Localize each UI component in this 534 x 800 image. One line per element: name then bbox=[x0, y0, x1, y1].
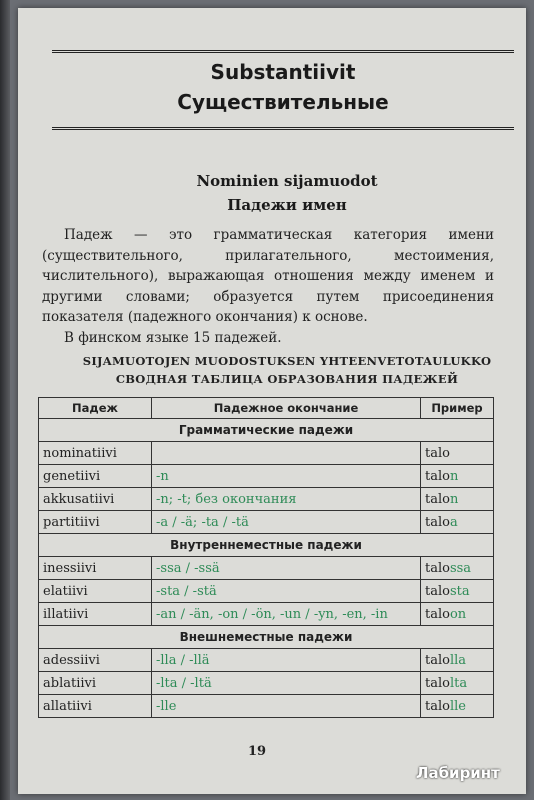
section-title-fi: Nominien sijamuodot bbox=[196, 172, 378, 190]
ending-text: -lta / -ltä bbox=[156, 675, 212, 691]
body-text bbox=[42, 225, 494, 348]
case-example bbox=[421, 511, 494, 534]
ending-text: -a / -ä; -ta / -tä bbox=[156, 514, 249, 530]
case-ending bbox=[152, 695, 421, 718]
table-group-row bbox=[39, 626, 494, 649]
chapter-header bbox=[52, 50, 514, 134]
case-ending bbox=[152, 465, 421, 488]
case-name: partitiivi bbox=[39, 511, 152, 534]
example-stem: talo bbox=[425, 606, 450, 622]
example-stem: talo bbox=[425, 514, 450, 530]
example-ending: n bbox=[449, 491, 459, 507]
table-row bbox=[39, 557, 494, 580]
header-bottom-rule bbox=[52, 127, 514, 134]
example-ending: a bbox=[449, 514, 458, 530]
case-name: ablatiivi bbox=[39, 672, 152, 695]
case-name: genetiivi bbox=[39, 465, 152, 488]
case-example bbox=[421, 557, 494, 580]
chapter-title-fi: Substantiivit bbox=[210, 60, 356, 84]
section-title-ru: Падежи имен bbox=[227, 196, 347, 214]
ending-text: -sta / -stä bbox=[156, 583, 217, 599]
table-group-row bbox=[39, 419, 494, 442]
example-stem: talo bbox=[425, 698, 450, 714]
table-row bbox=[39, 695, 494, 718]
table-title-fi: SIJAMUOTOJEN MUODOSTUKSEN YHTEENVETOTAULUKKO bbox=[82, 354, 492, 368]
chapter-title-ru: Существительные bbox=[177, 90, 389, 114]
example-ending: on bbox=[449, 606, 467, 622]
ending-text: -n; -t; без окончания bbox=[156, 491, 297, 507]
example-stem: talo bbox=[425, 491, 450, 507]
page-number: 19 bbox=[248, 744, 267, 759]
case-example bbox=[421, 649, 494, 672]
case-table bbox=[38, 397, 494, 718]
case-ending bbox=[152, 649, 421, 672]
case-example bbox=[421, 695, 494, 718]
example-ending: lle bbox=[449, 698, 466, 714]
table-row bbox=[39, 603, 494, 626]
example-stem: talo bbox=[425, 675, 450, 691]
table-row bbox=[39, 672, 494, 695]
table-header-row bbox=[39, 398, 494, 419]
example-ending: lla bbox=[449, 652, 467, 668]
table-row bbox=[39, 511, 494, 534]
case-example bbox=[421, 465, 494, 488]
header-case: Падеж bbox=[39, 398, 152, 419]
table-row bbox=[39, 580, 494, 603]
ending-text: -an / -än, -on / -ön, -un / -yn, -en, -in bbox=[156, 606, 388, 622]
example-stem: talo bbox=[425, 468, 450, 484]
case-name: illatiivi bbox=[39, 603, 152, 626]
paragraph: Падеж — это грамматическая категория имени (существительного, прилагательного, местоимения, числительного), выражающая отношения между именем и другими словами; образуется путем присоединения показателя (падежного окончания) к основе. bbox=[42, 227, 494, 325]
case-name: inessiivi bbox=[39, 557, 152, 580]
case-name: elatiivi bbox=[39, 580, 152, 603]
case-name: nominatiivi bbox=[39, 442, 152, 465]
case-ending bbox=[152, 580, 421, 603]
group-label: Внешнеместные падежи bbox=[39, 626, 494, 649]
example-stem: talo bbox=[425, 560, 450, 576]
case-ending bbox=[152, 603, 421, 626]
case-example bbox=[421, 488, 494, 511]
header-ending: Падежное окончание bbox=[152, 398, 421, 419]
table-row bbox=[39, 465, 494, 488]
book-spine bbox=[0, 0, 10, 800]
watermark-logo: Лабиринт bbox=[416, 764, 500, 782]
ending-text: -n bbox=[156, 468, 169, 484]
ending-text: -lle bbox=[156, 698, 177, 714]
table-row bbox=[39, 442, 494, 465]
case-example bbox=[421, 442, 494, 465]
case-example bbox=[421, 580, 494, 603]
case-ending bbox=[152, 511, 421, 534]
case-example bbox=[421, 603, 494, 626]
ending-text: -ssa / -ssä bbox=[156, 560, 220, 576]
example-ending: sta bbox=[449, 583, 470, 599]
ending-text: -lla / -llä bbox=[156, 652, 210, 668]
example-stem: talo bbox=[425, 583, 450, 599]
example-ending: ssa bbox=[449, 560, 472, 576]
table-row bbox=[39, 488, 494, 511]
case-ending bbox=[152, 442, 421, 465]
case-ending bbox=[152, 672, 421, 695]
case-ending bbox=[152, 488, 421, 511]
case-name: allatiivi bbox=[39, 695, 152, 718]
example-ending: lta bbox=[449, 675, 468, 691]
group-label: Грамматические падежи bbox=[39, 419, 494, 442]
case-name: adessiivi bbox=[39, 649, 152, 672]
table-title-ru: СВОДНАЯ ТАБЛИЦА ОБРАЗОВАНИЯ ПАДЕЖЕЙ bbox=[115, 372, 459, 386]
example-ending: n bbox=[449, 468, 459, 484]
case-ending bbox=[152, 557, 421, 580]
case-name: akkusatiivi bbox=[39, 488, 152, 511]
group-label: Внутреннеместные падежи bbox=[39, 534, 494, 557]
paragraph: В финском языке 15 падежей. bbox=[64, 329, 282, 346]
header-top-rule bbox=[52, 50, 514, 57]
table-row bbox=[39, 649, 494, 672]
table-group-row bbox=[39, 534, 494, 557]
case-example bbox=[421, 672, 494, 695]
example-stem: talo bbox=[425, 652, 450, 668]
example-stem: talo bbox=[425, 445, 450, 461]
header-example: Пример bbox=[421, 398, 494, 419]
